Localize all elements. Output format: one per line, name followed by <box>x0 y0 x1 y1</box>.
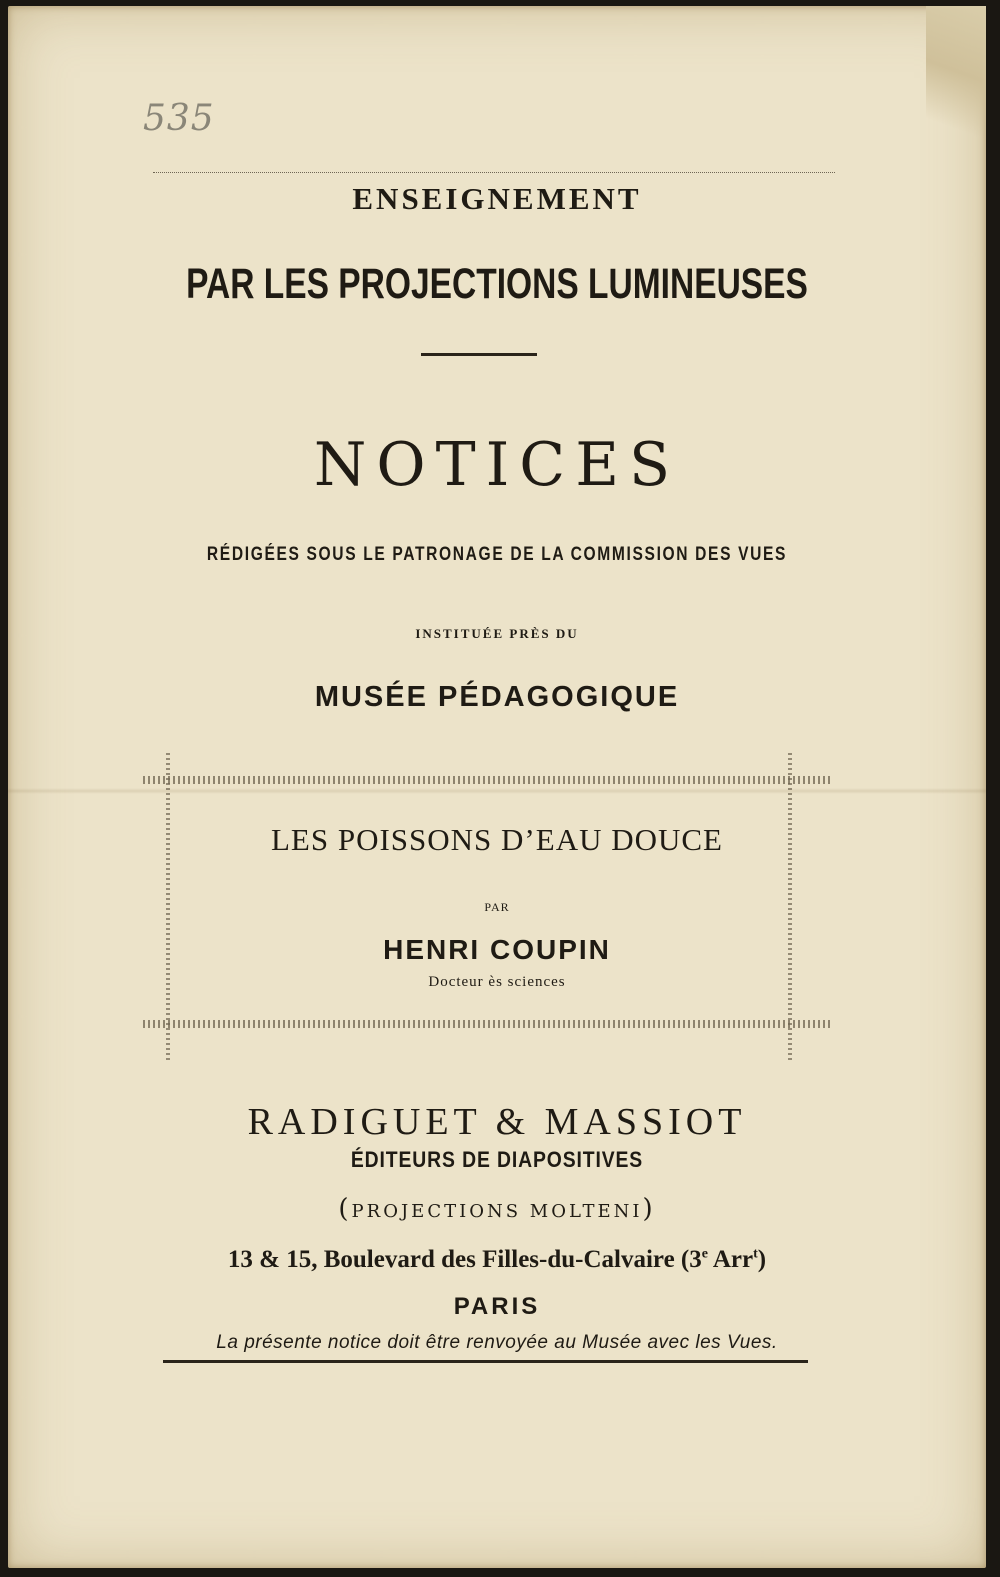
subtitle-line-2: INSTITUÉE PRÈS DU <box>415 626 579 641</box>
address-close: ) <box>757 1246 767 1273</box>
bottom-rule <box>163 1360 808 1363</box>
return-notice: La présente notice doit être renvoyée au Musée avec les Vues. <box>216 1332 778 1353</box>
work-title: LES POISSONS D’EAU DOUCE <box>270 822 723 857</box>
publisher-role: ÉDITEURS DE DIAPOSITIVES <box>350 1147 644 1172</box>
imprint-text: PROJECTIONS MOLTENI <box>351 1201 643 1222</box>
publisher-city: PARIS <box>453 1293 541 1320</box>
handwritten-number: 535 <box>143 98 215 139</box>
address-arr: Arr <box>707 1246 754 1273</box>
page-title: NOTICES <box>313 430 681 500</box>
author-credential: Docteur ès sciences <box>428 974 566 990</box>
frame-top-border <box>143 776 831 784</box>
publisher-address <box>8 1246 986 1274</box>
document-page <box>8 6 986 1568</box>
publisher-name: RADIGUET & MASSIOT <box>247 1101 747 1143</box>
folded-corner <box>926 6 986 176</box>
by-label: PAR <box>484 900 510 914</box>
address-superscript-1: e <box>701 1246 708 1262</box>
header-line-1: ENSEIGNEMENT <box>352 181 642 216</box>
subtitle-line-1: RÉDIGÉES SOUS LE PATRONAGE DE LA COMMISSION DES VUES <box>206 544 788 565</box>
header-line-2: PAR LES PROJECTIONS LUMINEUSES <box>186 260 808 308</box>
frame-bottom-border <box>143 1020 831 1028</box>
address-text: 13 & 15, Boulevard des Filles-du-Calvaire (3 <box>227 1246 702 1273</box>
page-fold-crease <box>8 788 986 794</box>
author-name: HENRI COUPIN <box>383 934 611 965</box>
address-superscript-2: t <box>753 1246 758 1262</box>
museum-name: MUSÉE PÉDAGOGIQUE <box>314 681 680 713</box>
title-divider <box>421 353 537 356</box>
top-dotted-rule <box>153 172 835 173</box>
publisher-imprint: (PROJECTIONS MOLTENI) <box>338 1194 656 1224</box>
